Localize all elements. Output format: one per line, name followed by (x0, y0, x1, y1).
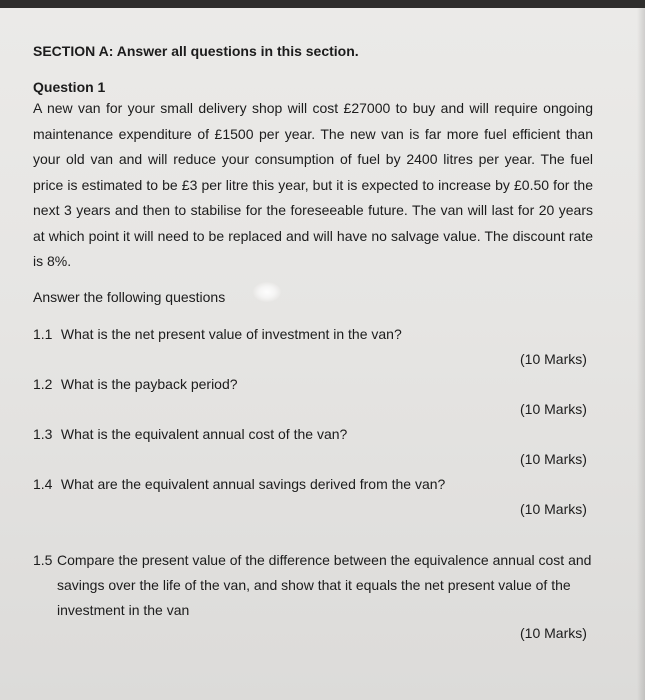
question-1-2 (33, 376, 238, 392)
section-heading: SECTION A: Answer all questions in this section. (33, 43, 359, 59)
question-1-3 (33, 426, 347, 442)
question-text: Compare the present value of the difference between the equivalence annual cost and savings over the life of the van, and show that it equals the net present value of the investment in the van (57, 552, 592, 618)
question-1-1-marks: (10 Marks) (520, 351, 587, 367)
question-text: What is the equivalent annual cost of the van? (60, 426, 348, 442)
question-number: 1.4 (33, 476, 53, 492)
question-1-4-marks: (10 Marks) (520, 501, 587, 517)
question-1-2-marks: (10 Marks) (520, 401, 587, 417)
question-text: What is the net present value of investment in the van? (60, 326, 402, 342)
question-1-5-marks: (10 Marks) (520, 625, 587, 641)
question-title: Question 1 (33, 79, 106, 95)
question-1-4 (33, 476, 445, 492)
question-text: What is the payback period? (60, 376, 238, 392)
question-1-1 (33, 326, 402, 342)
question-text: What are the equivalent annual savings derived from the van? (60, 476, 446, 492)
question-number: 1.2 (33, 376, 53, 392)
question-number: 1.5 (33, 552, 53, 568)
instruction-prompt: Answer the following questions (33, 289, 226, 305)
top-dark-edge (0, 0, 645, 8)
question-number: 1.3 (33, 426, 53, 442)
scenario-paragraph: A new van for your small delivery shop will cost £27000 to buy and will require ongoing maintenance expenditure of £1500 per year. The new van is far more fuel efficient than your old van and will reduce your consumption of fuel by 2400 litres per year. The fuel price is estimated to be £3 per litre this year, but it is expected to increase by £0.50 for the next 3 years and then to stabilise for the foreseeable future. The van will last for 20 years at which point it will need to be replaced and will have no salvage value. The discount rate is 8%. (33, 100, 593, 269)
question-1-3-marks: (10 Marks) (520, 451, 587, 467)
question-number: 1.1 (33, 326, 53, 342)
page-edge-shadow (637, 8, 645, 700)
light-glare (253, 282, 281, 302)
question-1-5 (33, 548, 593, 623)
